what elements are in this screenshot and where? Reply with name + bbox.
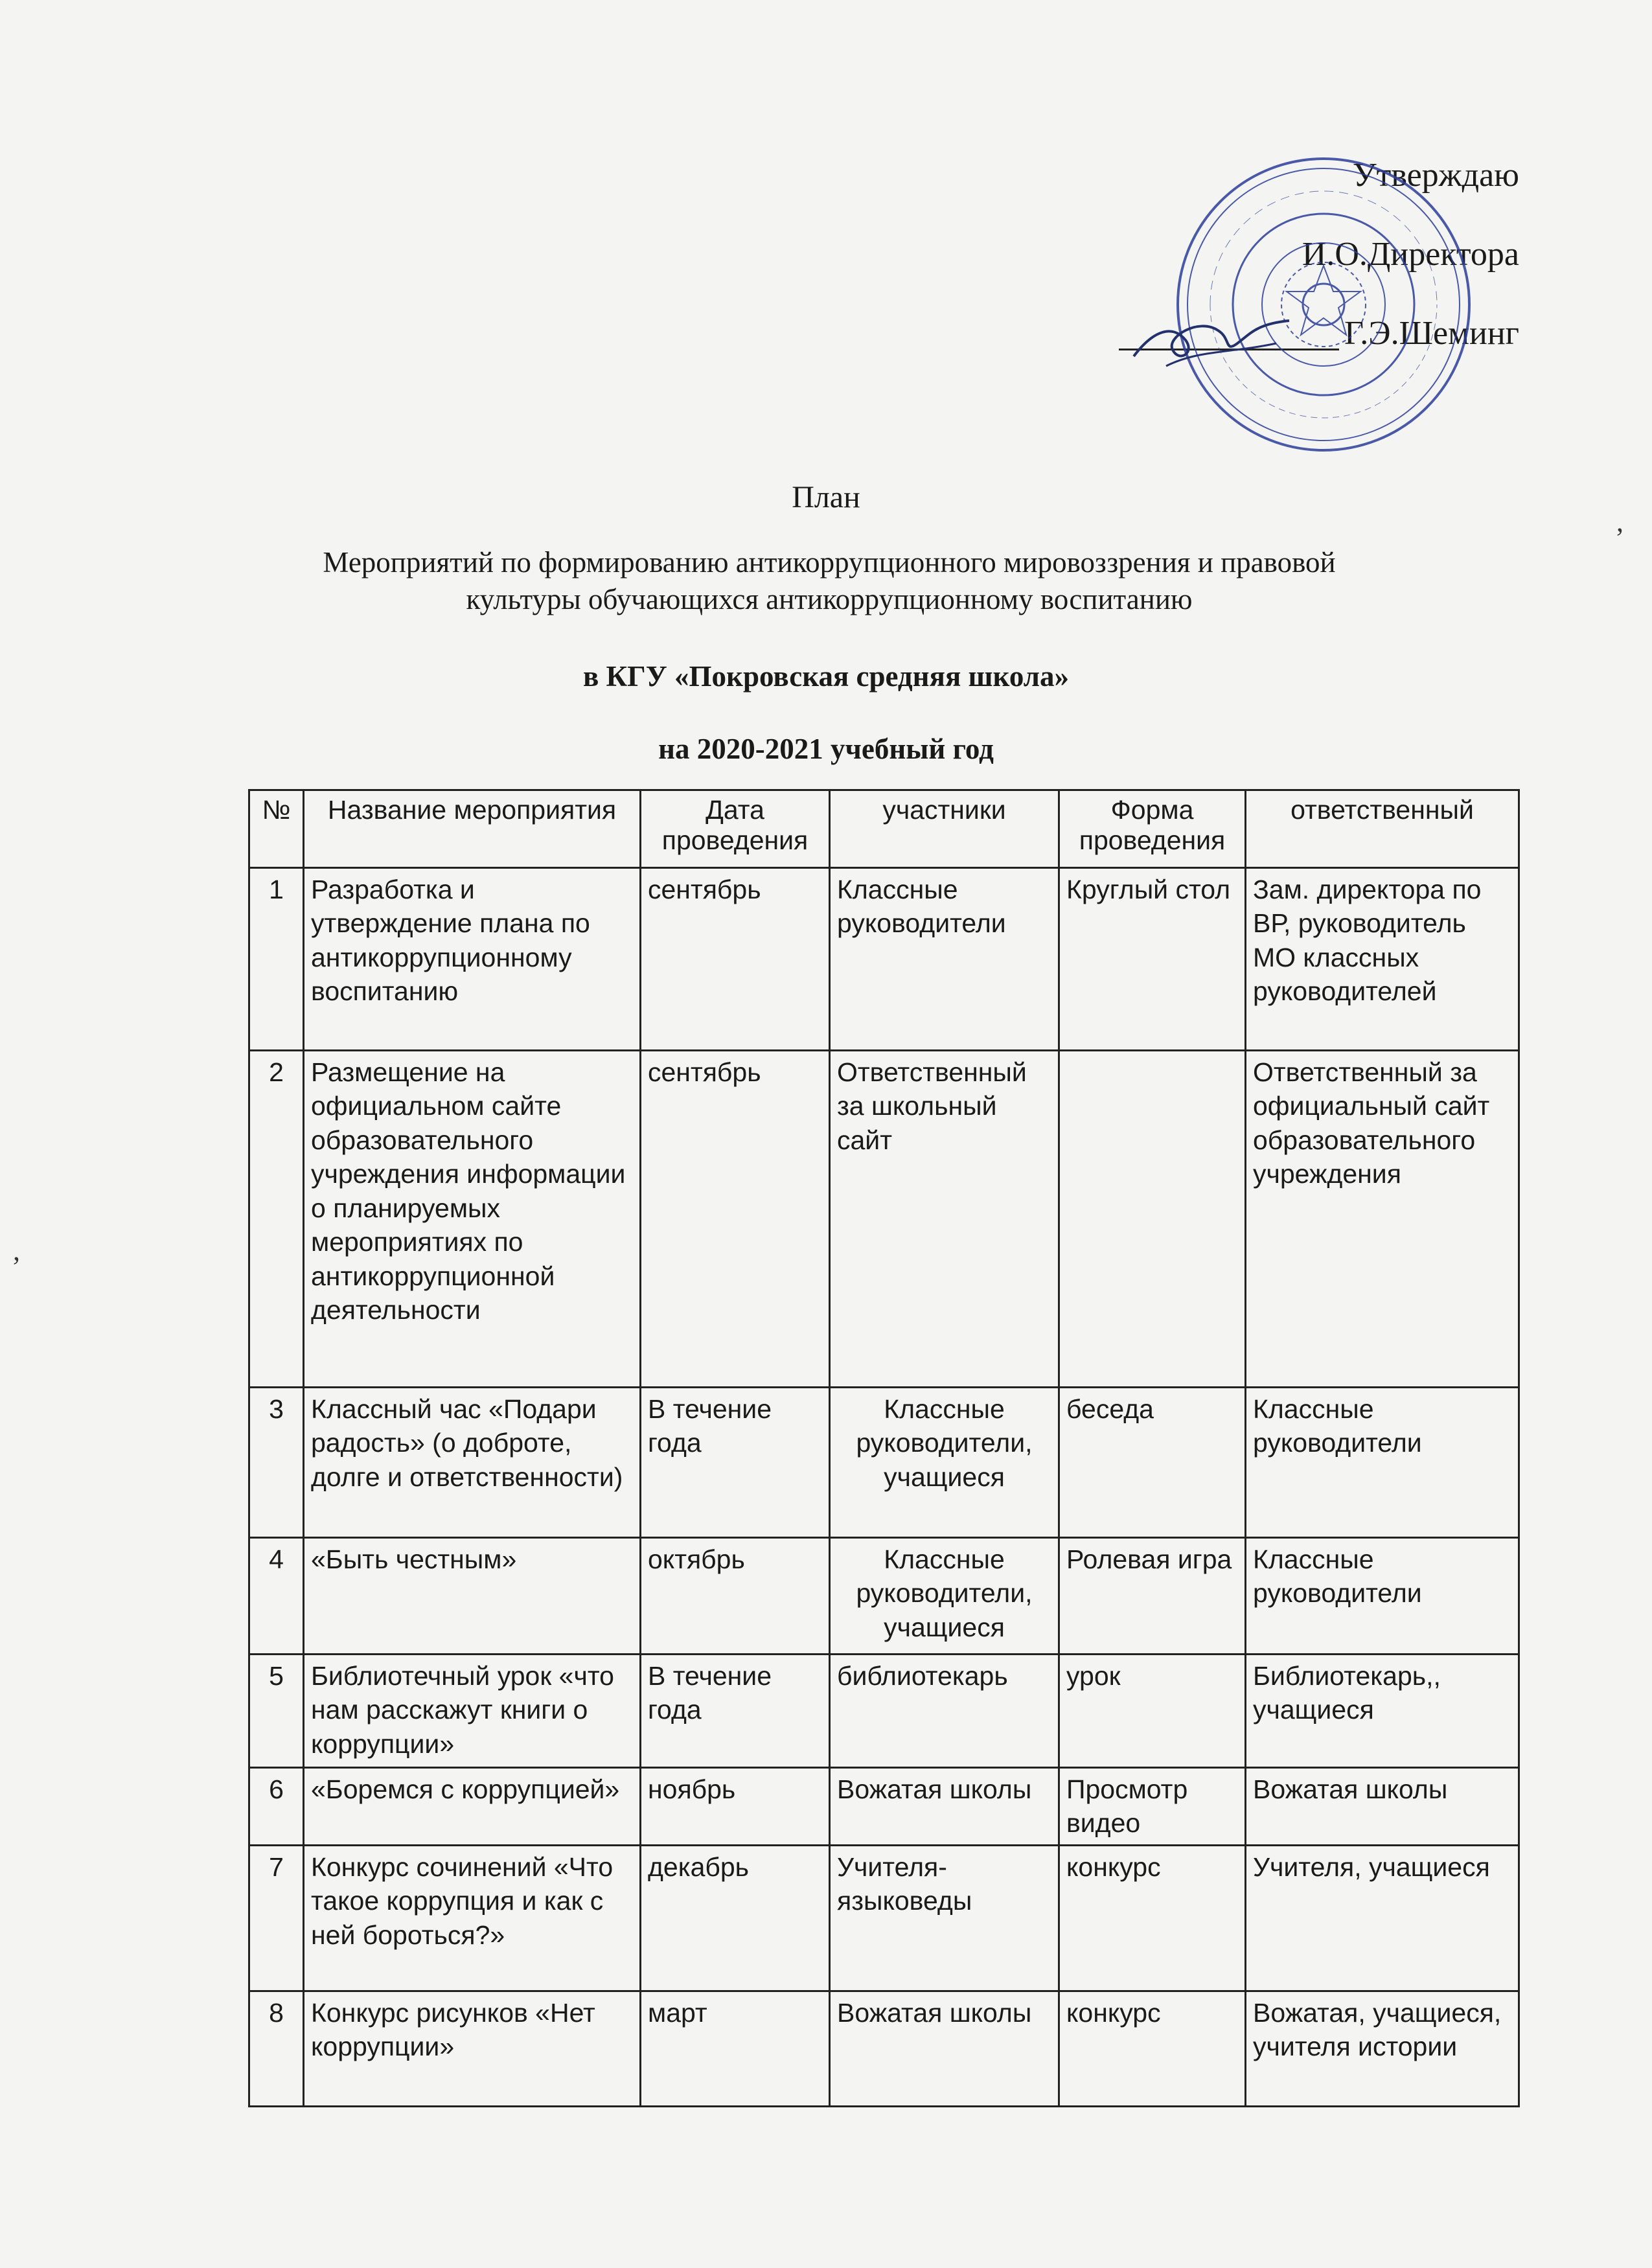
row-number: 4: [249, 1538, 304, 1655]
row-number: 5: [249, 1655, 304, 1768]
header-event: Название мероприятия: [304, 790, 641, 868]
row-date: ноябрь: [641, 1768, 830, 1846]
row-participants: Ответственный за школьный сайт: [830, 1051, 1059, 1388]
row-event: Конкурс рисунков «Нет коррупции»: [304, 1991, 641, 2107]
row-participants: Учителя-языковеды: [830, 1846, 1059, 1991]
row-form: Круглый стол: [1059, 868, 1246, 1051]
row-date: В течение года: [641, 1655, 830, 1768]
row-event: «Боремся с коррупцией»: [304, 1768, 641, 1846]
signature-icon: [1127, 304, 1296, 376]
row-number: 2: [249, 1051, 304, 1388]
school-name: в КГУ «Покровская средняя школа»: [582, 660, 1070, 693]
header-date: Дата проведения: [641, 790, 830, 868]
table-row: [249, 868, 1519, 1051]
row-responsible: Классные руководители: [1246, 1538, 1519, 1655]
row-responsible: Вожатая, учащиеся, учителя истории: [1246, 1991, 1519, 2107]
row-participants: библиотекарь: [830, 1655, 1059, 1768]
header-participants: участники: [830, 790, 1059, 868]
row-form: беседа: [1059, 1388, 1246, 1538]
row-responsible: Ответственный за официальный сайт образовательного учреждения: [1246, 1051, 1519, 1388]
row-form: конкурс: [1059, 1991, 1246, 2107]
approval-word: Утверждаю: [1352, 157, 1519, 194]
row-responsible: Библиотекарь,, учащиеся: [1246, 1655, 1519, 1768]
row-number: 3: [249, 1388, 304, 1538]
table-row: [249, 1388, 1519, 1538]
table-row: [249, 1846, 1519, 1991]
row-number: 8: [249, 1991, 304, 2107]
row-participants: Классные руководители, учащиеся: [830, 1388, 1059, 1538]
row-event: Классный час «Подари радость» (о доброте, долге и ответственности): [304, 1388, 641, 1538]
row-responsible: Вожатая школы: [1246, 1768, 1519, 1846]
academic-year: на 2020-2021 учебный год: [658, 733, 994, 765]
table-row: [249, 1768, 1519, 1846]
row-responsible: Учителя, учащиеся: [1246, 1846, 1519, 1991]
row-form: урок: [1059, 1655, 1246, 1768]
row-date: март: [641, 1991, 830, 2107]
page-subtitle: Мероприятий по формированию антикоррупционного мировоззрения и правовой культуры обучающихся антикоррупционному воспитанию: [323, 546, 1336, 616]
scan-speck: ,: [13, 1235, 20, 1266]
row-participants: Классные руководители, учащиеся: [830, 1538, 1059, 1655]
row-participants: Вожатая школы: [830, 1768, 1059, 1846]
approval-position: И.О.Директора: [1302, 236, 1519, 273]
row-number: 6: [249, 1768, 304, 1846]
row-event: Библиотечный урок «что нам расскажут книги о коррупции»: [304, 1655, 641, 1768]
approval-name: Г.Э.Шеминг: [1344, 315, 1519, 352]
row-event: Размещение на официальном сайте образовательного учреждения информации о планируемых мероприятиях по антикоррупционной деятельности: [304, 1051, 641, 1388]
row-number: 1: [249, 868, 304, 1051]
table-row: [249, 1655, 1519, 1768]
row-form: конкурс: [1059, 1846, 1246, 1991]
row-number: 7: [249, 1846, 304, 1991]
row-participants: Классные руководители: [830, 868, 1059, 1051]
row-responsible: Зам. директора по ВР, руководитель МО классных руководителей: [1246, 868, 1519, 1051]
row-date: декабрь: [641, 1846, 830, 1991]
row-event: Конкурс сочинений «Что такое коррупция и как с ней бороться?»: [304, 1846, 641, 1991]
header-number: №: [249, 790, 304, 868]
row-form: [1059, 1051, 1246, 1388]
plan-table: [248, 789, 1520, 2107]
table-row: [249, 1051, 1519, 1388]
row-date: сентябрь: [641, 1051, 830, 1388]
table-row: [249, 1538, 1519, 1655]
row-event: Разработка и утверждение плана по антикоррупционному воспитанию: [304, 868, 641, 1051]
row-event: «Быть честным»: [304, 1538, 641, 1655]
row-date: октябрь: [641, 1538, 830, 1655]
row-date: В течение года: [641, 1388, 830, 1538]
header-responsible: ответственный: [1246, 790, 1519, 868]
row-form: Ролевая игра: [1059, 1538, 1246, 1655]
row-participants: Вожатая школы: [830, 1991, 1059, 2107]
row-form: Просмотр видео: [1059, 1768, 1246, 1846]
table-header-row: [249, 790, 1519, 868]
header-form: Форма проведения: [1059, 790, 1246, 868]
row-date: сентябрь: [641, 868, 830, 1051]
row-responsible: Классные руководители: [1246, 1388, 1519, 1538]
table-row: [249, 1991, 1519, 2107]
page-title: План: [792, 480, 860, 514]
scan-speck: ,: [1616, 506, 1623, 538]
